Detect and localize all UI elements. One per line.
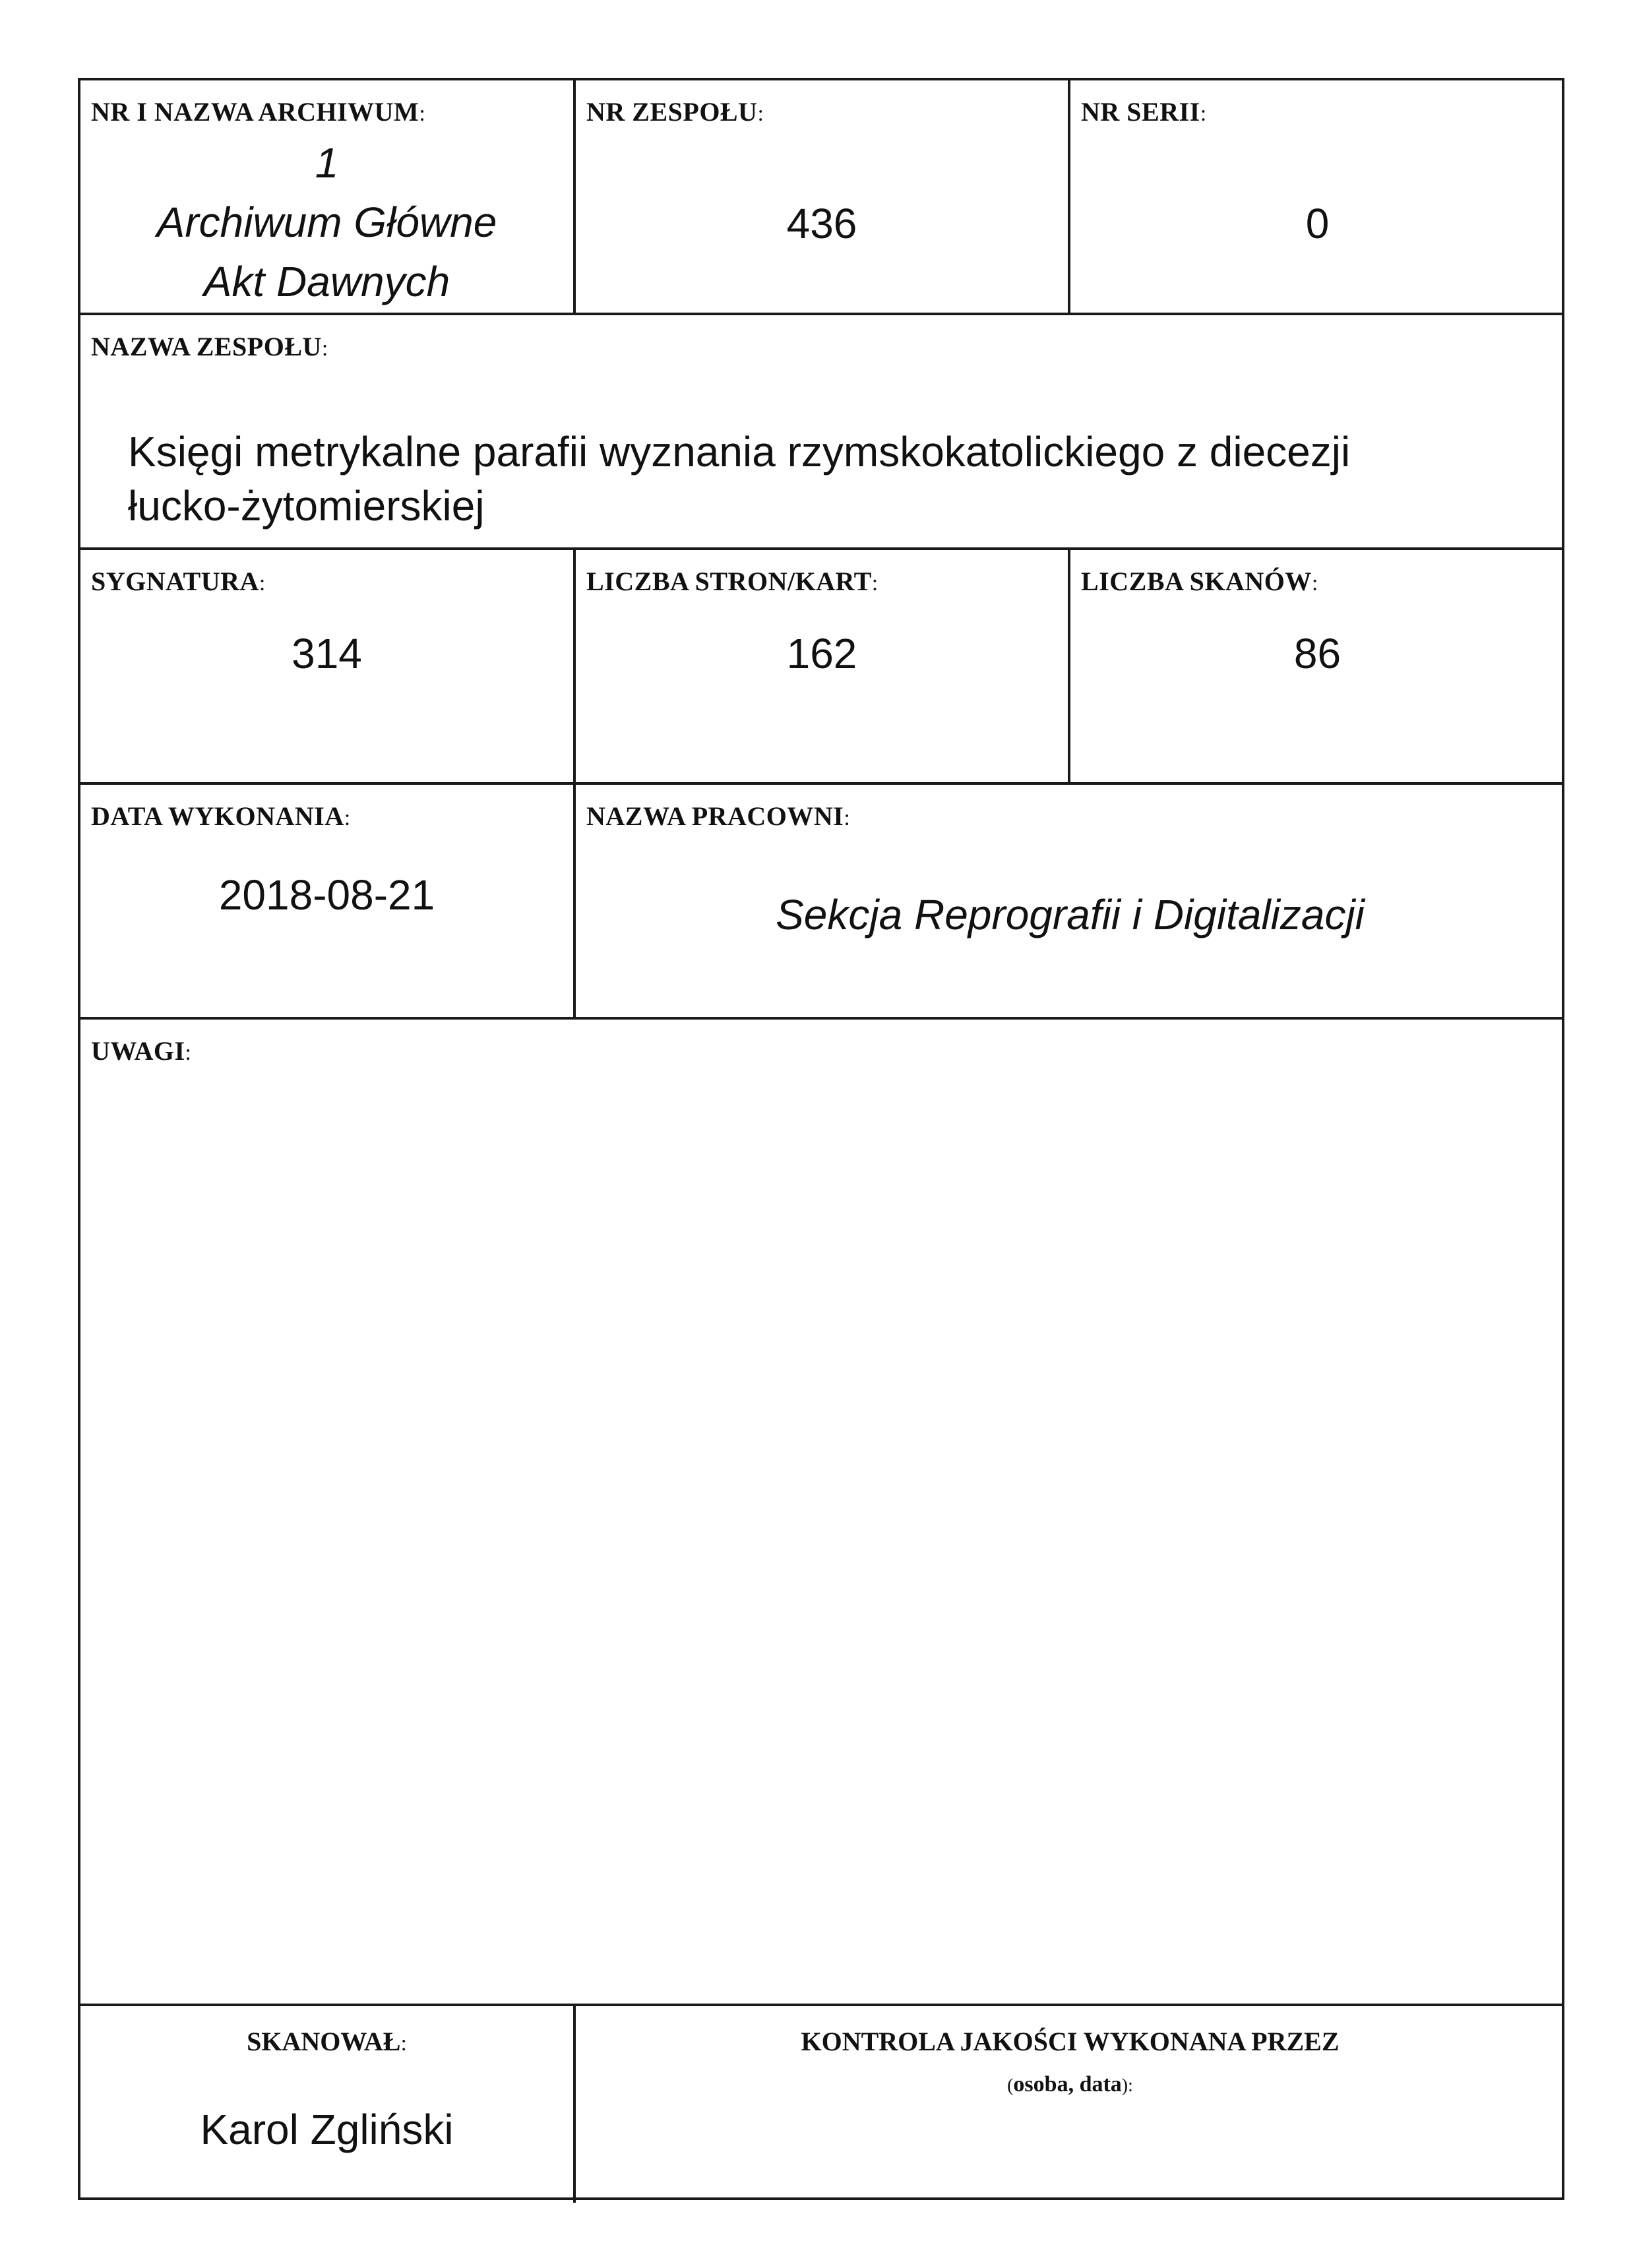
signature-cell [80,550,573,782]
scans-value: 86 [1293,630,1342,677]
pages-cell [576,550,1068,782]
archive-cell [80,80,573,313]
workshop-value: Sekcja Reprografii i Digitalizacji [776,891,1365,938]
fonds-number-label: NR ZESPOŁU: [586,97,764,127]
scanned-by-value: Karol Zgliński [200,2106,454,2153]
series-number-value: 0 [1305,200,1330,247]
archive-name-line2: Akt Dawnych [203,258,450,305]
signature-label: SYGNATURA: [91,567,266,596]
date-cell [80,785,573,1017]
fonds-name-line1: Księgi metrykalne parafii wyznania rzymskokatolickiego z diecezji [128,428,1351,475]
series-number-label: NR SERII: [1081,97,1207,127]
fonds-number-value: 436 [786,200,857,247]
archive-number: 1 [315,139,339,187]
fonds-name-line2: łucko-żytomierskiej [128,482,485,530]
signature-value: 314 [292,630,362,677]
workshop-label: NAZWA PRACOWNI: [586,801,851,831]
archive-label: NR I NAZWA ARCHIWUM: [91,97,426,127]
fonds-name-cell [80,315,1564,547]
notes-label: UWAGI: [91,1036,192,1066]
fonds-name-label: NAZWA ZESPOŁU: [91,332,328,361]
quality-control-sublabel: (osoba, data): [1007,2072,1133,2097]
pages-value: 162 [786,630,857,677]
date-value: 2018-08-21 [218,871,435,919]
scanned-by-label: SKANOWAŁ: [247,2027,407,2056]
series-number-cell [1070,80,1564,313]
pages-label: LICZBA STRON/KART: [586,567,879,596]
fonds-number-cell [576,80,1068,313]
archive-name-line1: Archiwum Główne [156,199,497,246]
scanned-by-cell [80,2006,573,2200]
notes-cell [80,1020,1564,2004]
scans-cell [1070,550,1564,782]
workshop-cell [576,785,1564,1017]
date-label: DATA WYKONANIA: [91,801,351,831]
quality-control-label: KONTROLA JAKOŚCI WYKONANA PRZEZ [801,2027,1340,2056]
metadata-sheet [78,78,1564,2200]
scans-label: LICZBA SKANÓW: [1081,567,1318,596]
quality-control-cell [576,2006,1564,2200]
